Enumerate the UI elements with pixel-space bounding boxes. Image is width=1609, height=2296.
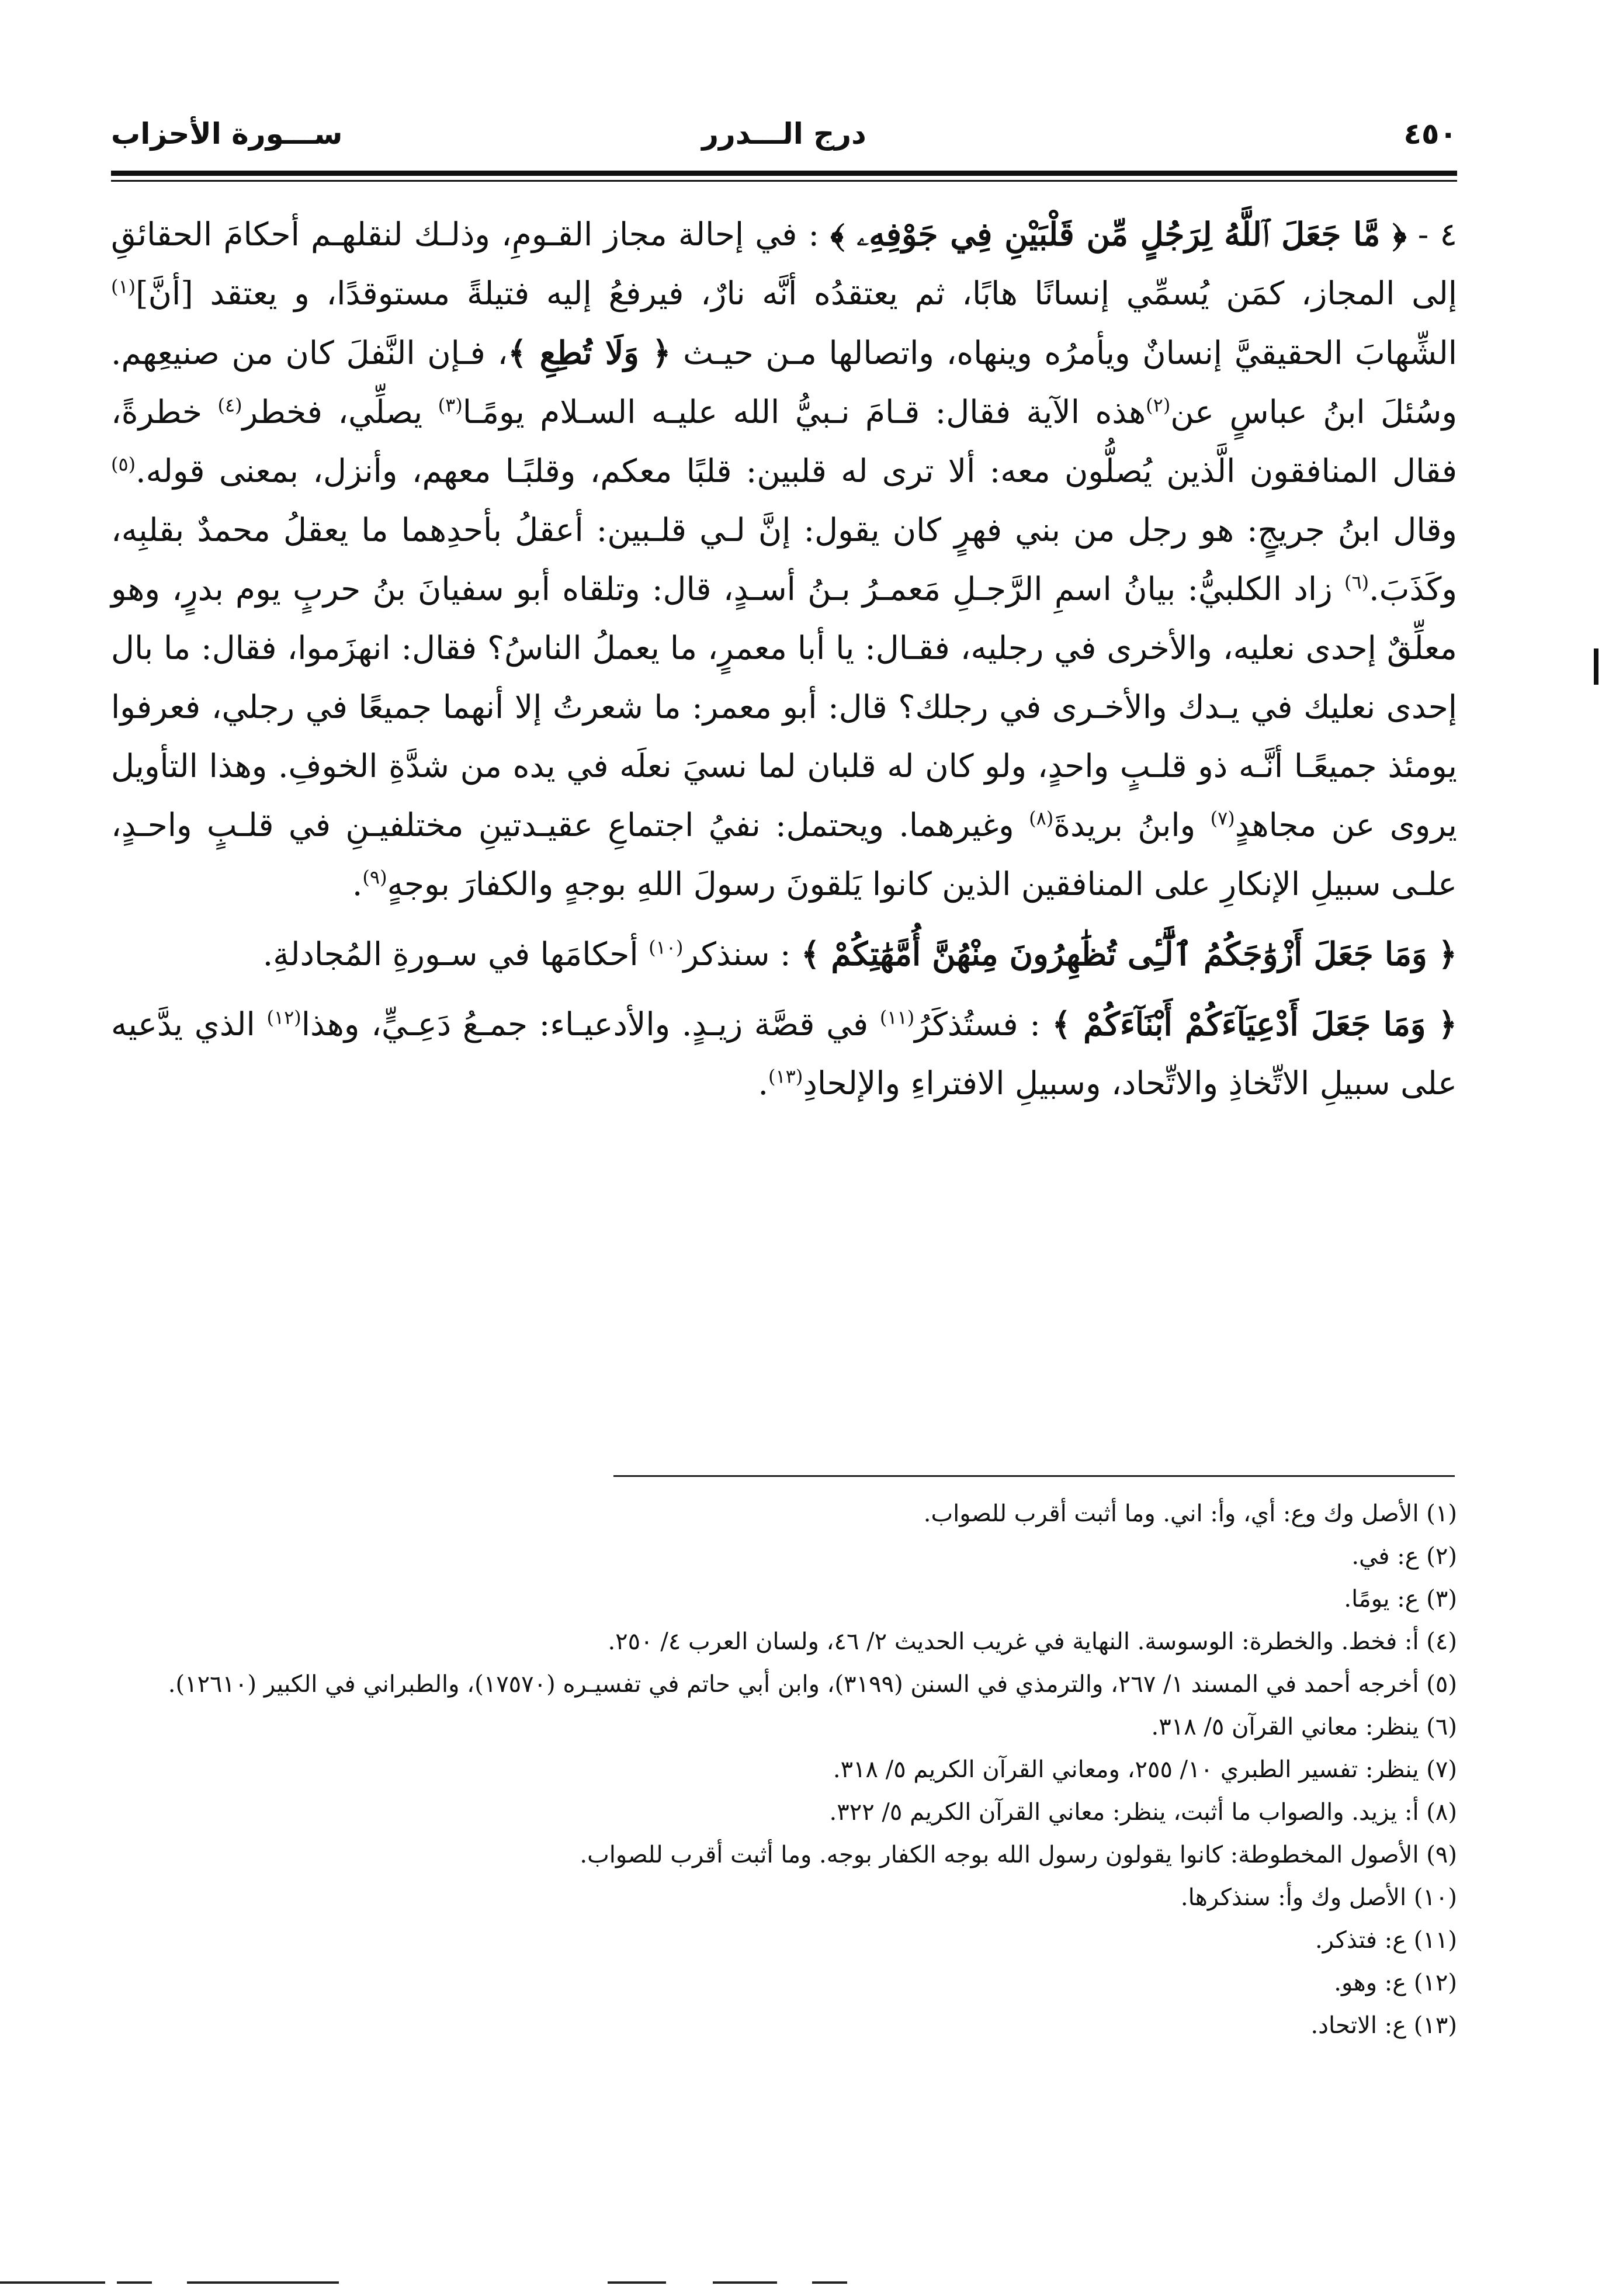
body-text-run: : سنذكر	[683, 935, 802, 973]
quran-verse: ﴿ وَمَا جَعَلَ أَدْعِيَآءَكُمْ أَبْنَآءَكُمْ ﴾	[1052, 1005, 1457, 1043]
footnote-marker: (١)	[111, 275, 136, 298]
footnote-item: (٩) الأصول المخطوطة: كانوا يقولون رسول الله بوجه الكفار بوجه. وما أثبت أقرب للصواب.	[580, 1841, 1457, 1868]
footnote-marker: (٣)	[438, 394, 463, 417]
body-text-run: : في إحالة مجاز القـومِ، وذلـك لنقلهـم أحكامَ الحقائقِ إلى المجاز، كمَن يُسمِّي إنسانًا هابًا، ثم يعتقدُه أنَّه نارٌ، فيرفعُ إليه فتيلةً مستوقدًا، و يعتقد [أنَّ]	[111, 216, 1457, 312]
footnote-item: (١٠) الأصل وك وأ: سنذكرها.	[1180, 1884, 1457, 1911]
footnote-marker: (٥)	[111, 453, 136, 476]
body-text-run: .	[758, 1064, 768, 1102]
footnote-marker: (١٠)	[649, 936, 684, 959]
body-text-run: في قصَّة زيـدٍ. والأدعيـاء: جمـعُ دَعِـيٍّ، وهذا	[301, 1005, 880, 1043]
footnote-marker: (٦)	[1344, 571, 1369, 594]
footnote-item: (٤) أ: فخط. والخطرة: الوسوسة. النهاية في غريب الحديث ٢/ ٤٦، ولسان العرب ٤/ ٢٥٠.	[608, 1628, 1457, 1655]
body-text-run: الذي يدَّعيه على سبيلِ الاتِّخاذِ والاتِّحاد، وسبيلِ الافتراءِ والإلحادِ	[111, 1005, 1457, 1102]
footnote-item: (٦) ينظر: معاني القرآن ٥/ ٣١٨.	[1151, 1714, 1457, 1740]
scan-mark	[713, 2281, 777, 2284]
quran-verse: ﴿ مَّا جَعَلَ ٱللَّهُ لِرَجُلٍ مِّن قَلْبَيْنِ فِي جَوْفِهِۦ ﴾	[830, 215, 1407, 253]
body-text-run: الشِّهابَ الحقيقيَّ إنسانٌ ويأمرُه وينهاه، واتصالها مـن حيـث	[671, 334, 1458, 372]
scan-edge-mark	[1594, 648, 1598, 685]
scan-mark	[0, 2281, 105, 2284]
footnote-marker: (١٣)	[768, 1065, 803, 1088]
paragraph-p3	[111, 994, 1457, 1113]
body-text-run: هذه الآية فقال: قـامَ نـبيُّ الله عليـه السـلام يومًـا	[462, 393, 1146, 431]
body-text-run: ٤ -	[1406, 216, 1457, 253]
body-text-run: وقال ابنُ جريجٍ: هو رجل من بني فهرٍ كان يقول: إنَّ لـي قلـبين: أعقلُ بأحدِهما ما يعقلُ محمدٌ بقلبِه، وكَذَبَ.	[111, 511, 1457, 608]
footnote-item: (٣) ع: يومًا.	[1344, 1586, 1457, 1612]
scan-mark	[187, 2281, 339, 2284]
body-text-run: وغيرهما. ويحتمل: نفيُ اجتماعِ عقيـدتينِ مختلفيـنِ في قلـبٍ واحـدٍ، علـى سبيلِ الإنكارِ على المنافقين الذين كانوا يَلقونَ رسولَ اللهِ بوجهٍ والكفارَ بوجهٍ	[111, 806, 1457, 903]
quran-verse: ﴿ وَمَا جَعَلَ أَزْوَٰجَكُمُ ٱلَّٰٓـِٔى تُظَٰهِرُونَ مِنْهُنَّ أُمَّهَٰتِكُمْ ﴾	[801, 935, 1457, 973]
paragraph-p1	[111, 204, 1457, 914]
footnote-marker: (٧)	[1210, 807, 1235, 830]
quran-verse: ﴿ وَلَا تُطِعِ ﴾	[508, 334, 671, 372]
body-text-run: زاد الكلبيُّ: بيانُ اسمِ الرَّجـلِ مَعمـرُ بـنُ أسـدٍ، قال: وتلقاه أبو سفيانَ بنُ حربٍ يوم بدرٍ، وهو معلِّقٌ إحدى نعليه، والأخرى في رجليه، فقـال: يا أبا معمرٍ، ما يعملُ الناسُ؟ فقال: انهزَموا، فقال: ما بال إحدى نعليك في يـدك والأخـرى في رجلك؟ قال: أبو معمر: ما شعرتُ إلا أنهما جميعًا في رجلي، فعرفوا يومئذ جميعًـا أنَّـه ذو قلـبٍ واحدٍ، ولو كان له قلبان لما نسيَ نعلَه في يده من شدَّةِ الخوفِ. وهذا التأويل يروى عن مجاهدٍ	[111, 570, 1457, 844]
footnote-item: (١) الأصل وك وع: أي، وأ: اني. وما أثبت أقرب للصواب.	[923, 1500, 1457, 1527]
body-text-run: ، فـإن النَّفلَ كان من صنيعِهم. وسُئلَ ابنُ عباسٍ عن	[111, 334, 1458, 431]
scan-bottom-marks	[0, 2281, 1609, 2285]
body-text-run: وابنُ بريدةَ	[1053, 806, 1211, 844]
footnote-item: (١١) ع: فتذكر.	[1315, 1927, 1457, 1954]
footnote-marker: (٨)	[1029, 807, 1054, 830]
main-text	[111, 204, 1457, 1113]
footnote-item: (٧) ينظر: تفسير الطبري ١٠/ ٢٥٥، ومعاني القرآن الكريم ٥/ ٣١٨.	[833, 1756, 1457, 1783]
body-text-run: أحكامَها في سـورةِ المُجادلةِ.	[262, 935, 649, 973]
footnote-item: (٨) أ: يزيد. والصواب ما أثبت، ينظر: معاني القرآن الكريم ٥/ ٣٢٢.	[829, 1799, 1457, 1826]
footnote-marker: (٢)	[1146, 394, 1171, 417]
footnote-marker: (٩)	[362, 866, 387, 889]
footnote-item: (١٣) ع: الاتحاد.	[1310, 2012, 1457, 2039]
footnote-separator	[613, 1475, 1455, 1477]
surah-name: ســـورة الأحزاب	[111, 117, 343, 151]
body-text-run: يصلِّي، فخطر	[242, 393, 438, 431]
running-header	[111, 117, 1457, 164]
body-text-run: خطرةً، فقال المنافقون الَّذين يُصلُّون معه: ألا ترى له قلبين: قلبًا معكم، وقلبًـا معهم، وأنزل، بمعنى قوله.	[111, 393, 1457, 490]
footnote-item: (٢) ع: في.	[1351, 1543, 1457, 1570]
footnote-marker: (١٢)	[266, 1006, 301, 1029]
body-text-run: .	[352, 865, 363, 903]
paragraph-p2	[111, 924, 1457, 984]
footnote-item: (١٢) ع: وهو.	[1334, 1969, 1457, 1996]
body-text-run: : فستُذكَرُ	[914, 1005, 1052, 1043]
header-rule-thin	[111, 180, 1457, 182]
scan-mark	[117, 2281, 152, 2284]
footnote-item: (٥) أخرجه أحمد في المسند ١/ ٢٦٧، والترمذي في السنن (٣١٩٩)، وابن أبي حاتم في تفسيـره (١٧٥٧٠)، والطبراني في الكبير (١٢٦١٠).	[168, 1671, 1457, 1698]
header-rule-thick	[111, 171, 1457, 176]
book-title: درج الـــدرر	[702, 117, 866, 151]
page-number: ٤٥٠	[1403, 117, 1457, 151]
footnote-marker: (١١)	[879, 1006, 915, 1029]
footnotes	[111, 1493, 1457, 2047]
scan-mark	[812, 2281, 847, 2284]
scan-mark	[608, 2281, 666, 2284]
footnote-marker: (٤)	[217, 394, 242, 417]
